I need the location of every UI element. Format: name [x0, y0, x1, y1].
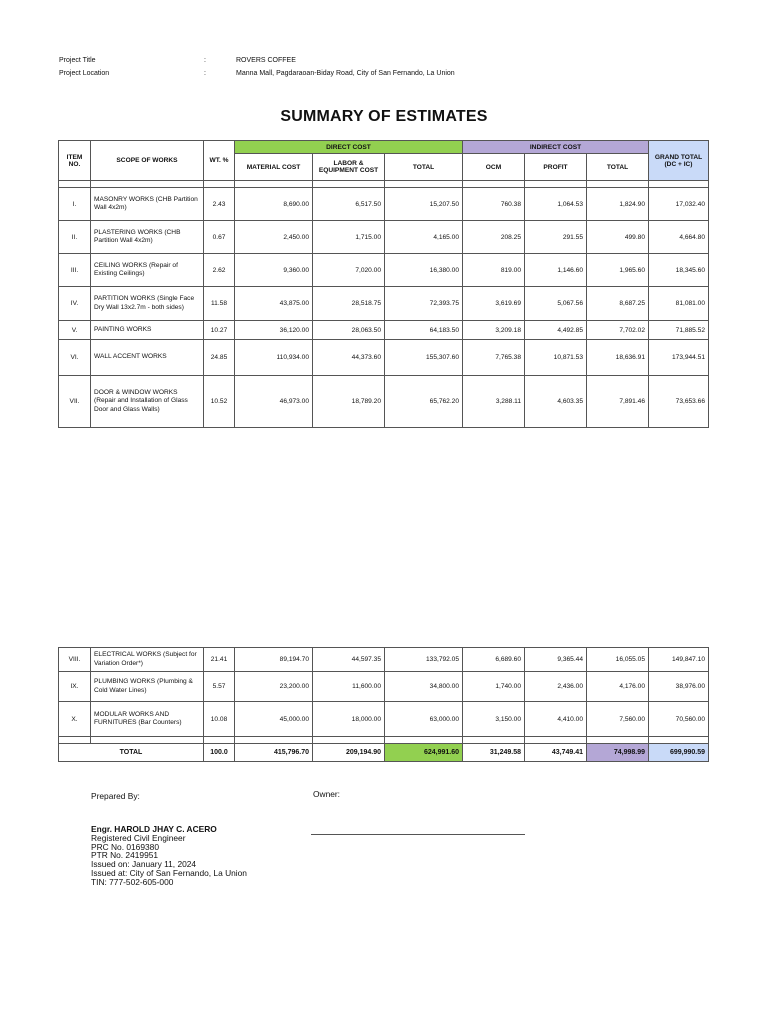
table-row [59, 287, 709, 321]
header-item-no: ITEM NO. [59, 141, 91, 181]
labor-cost: 11,600.00 [313, 672, 385, 702]
engineer-name: Engr. HAROLD JHAY C. ACERO [91, 824, 217, 834]
material-cost: 43,875.00 [235, 287, 313, 321]
ocm: 3,288.11 [463, 376, 525, 428]
header-grand-total: GRAND TOTAL (DC + IC) [649, 141, 709, 181]
total-profit: 43,749.41 [525, 744, 587, 762]
table-row [59, 254, 709, 287]
engineer-ptr: PTR No. 2419951 [91, 850, 159, 861]
table-row [59, 672, 709, 702]
profit: 5,067.56 [525, 287, 587, 321]
weight-percent: 0.67 [204, 221, 235, 254]
grand-total: 18,345.60 [649, 254, 709, 287]
ocm: 6,689.60 [463, 648, 525, 672]
profit: 4,603.35 [525, 376, 587, 428]
item-no: III. [59, 254, 91, 287]
grand-total: 81,081.00 [649, 287, 709, 321]
labor-cost: 28,063.50 [313, 321, 385, 340]
material-cost: 46,973.00 [235, 376, 313, 428]
total-label: TOTAL [59, 744, 204, 762]
engineer-block [91, 825, 247, 887]
item-no: I. [59, 188, 91, 221]
project-location-separator: : [204, 70, 206, 77]
material-cost: 45,000.00 [235, 702, 313, 737]
scope-of-work: MODULAR WORKS AND FURNITURES (Bar Counters) [91, 702, 204, 737]
indirect-total: 7,891.46 [587, 376, 649, 428]
labor-cost: 18,000.00 [313, 702, 385, 737]
table-row [59, 702, 709, 737]
total-grand-total: 699,990.59 [649, 744, 709, 762]
material-cost: 36,120.00 [235, 321, 313, 340]
weight-percent: 11.58 [204, 287, 235, 321]
ocm: 819.00 [463, 254, 525, 287]
weight-percent: 10.52 [204, 376, 235, 428]
grand-total: 149,847.10 [649, 648, 709, 672]
spacer-row [59, 737, 709, 744]
table-row [59, 221, 709, 254]
engineer-tin: TIN: 777-502-605-000 [91, 876, 174, 887]
table-row [59, 188, 709, 221]
scope-of-work: PLUMBING WORKS (Plumbing & Cold Water Lines) [91, 672, 204, 702]
header-scope: SCOPE OF WORKS [91, 141, 204, 181]
engineer-title: Registered Civil Engineer [91, 832, 186, 843]
total-indirect-cost: 74,998.99 [587, 744, 649, 762]
direct-total: 63,000.00 [385, 702, 463, 737]
direct-total: 155,307.60 [385, 340, 463, 376]
estimates-table-continued [58, 647, 709, 762]
weight-percent: 10.27 [204, 321, 235, 340]
table-row [59, 648, 709, 672]
header-ic-total: TOTAL [587, 154, 649, 181]
project-location-label: Project Location [59, 70, 110, 77]
profit: 1,146.60 [525, 254, 587, 287]
item-no: VII. [59, 376, 91, 428]
total-weight: 100.0 [204, 744, 235, 762]
header-indirect-cost: INDIRECT COST [463, 141, 649, 154]
ocm: 208.25 [463, 221, 525, 254]
weight-percent: 24.85 [204, 340, 235, 376]
profit: 291.55 [525, 221, 587, 254]
item-no: IX. [59, 672, 91, 702]
header-profit: PROFIT [525, 154, 587, 181]
indirect-total: 7,560.00 [587, 702, 649, 737]
material-cost: 9,360.00 [235, 254, 313, 287]
scope-of-work: PAINTING WORKS [91, 321, 204, 340]
item-no: IV. [59, 287, 91, 321]
estimates-table [58, 140, 709, 428]
profit: 10,871.53 [525, 340, 587, 376]
project-location-value: Manna Mall, Pagdaraoan-Biday Road, City of San Fernando, La Union [236, 70, 455, 77]
scope-of-work: ELECTRICAL WORKS (Subject for Variation Order*) [91, 648, 204, 672]
profit: 2,436.00 [525, 672, 587, 702]
scope-of-work: PARTITION WORKS (Single Face Dry Wall 13x2.7m - both sides) [91, 287, 204, 321]
item-no: VIII. [59, 648, 91, 672]
item-no: V. [59, 321, 91, 340]
indirect-total: 4,176.00 [587, 672, 649, 702]
ocm: 760.38 [463, 188, 525, 221]
profit: 9,365.44 [525, 648, 587, 672]
material-cost: 23,200.00 [235, 672, 313, 702]
ocm: 3,209.18 [463, 321, 525, 340]
grand-total: 17,032.40 [649, 188, 709, 221]
weight-percent: 5.57 [204, 672, 235, 702]
weight-percent: 2.62 [204, 254, 235, 287]
ocm: 3,150.00 [463, 702, 525, 737]
direct-total: 133,792.05 [385, 648, 463, 672]
total-material-cost: 415,796.70 [235, 744, 313, 762]
material-cost: 8,690.00 [235, 188, 313, 221]
labor-cost: 18,789.20 [313, 376, 385, 428]
scope-of-work: CEILING WORKS (Repair of Existing Ceilings) [91, 254, 204, 287]
direct-total: 4,165.00 [385, 221, 463, 254]
header-direct-cost: DIRECT COST [235, 141, 463, 154]
labor-cost: 6,517.50 [313, 188, 385, 221]
direct-total: 16,380.00 [385, 254, 463, 287]
indirect-total: 8,687.25 [587, 287, 649, 321]
material-cost: 110,934.00 [235, 340, 313, 376]
ocm: 7,765.38 [463, 340, 525, 376]
indirect-total: 7,702.02 [587, 321, 649, 340]
ocm: 1,740.00 [463, 672, 525, 702]
weight-percent: 2.43 [204, 188, 235, 221]
owner-label: Owner: [313, 789, 340, 799]
header-wt: WT. % [204, 141, 235, 181]
direct-total: 64,183.50 [385, 321, 463, 340]
prepared-by-label: Prepared By: [91, 791, 140, 801]
direct-total: 34,800.00 [385, 672, 463, 702]
owner-signature-line [311, 834, 525, 835]
direct-total: 65,762.20 [385, 376, 463, 428]
table-row [59, 340, 709, 376]
scope-of-work: MASONRY WORKS (CHB Partition Wall 4x2m) [91, 188, 204, 221]
profit: 1,064.53 [525, 188, 587, 221]
spacer-row [59, 181, 709, 188]
indirect-total: 16,055.05 [587, 648, 649, 672]
header-dc-total: TOTAL [385, 154, 463, 181]
item-no: VI. [59, 340, 91, 376]
indirect-total: 18,636.91 [587, 340, 649, 376]
indirect-total: 1,965.60 [587, 254, 649, 287]
grand-total: 38,976.00 [649, 672, 709, 702]
total-labor-cost: 209,194.90 [313, 744, 385, 762]
item-no: II. [59, 221, 91, 254]
labor-cost: 44,597.35 [313, 648, 385, 672]
grand-total: 70,560.00 [649, 702, 709, 737]
header-ocm: OCM [463, 154, 525, 181]
indirect-total: 1,824.90 [587, 188, 649, 221]
engineer-issued-on: Issued on: January 11, 2024 [91, 859, 197, 870]
project-title-value: ROVERS COFFEE [236, 57, 296, 64]
table-row [59, 376, 709, 428]
direct-total: 72,393.75 [385, 287, 463, 321]
labor-cost: 1,715.00 [313, 221, 385, 254]
ocm: 3,619.69 [463, 287, 525, 321]
header-material: MATERIAL COST [235, 154, 313, 181]
total-direct-cost: 624,991.60 [385, 744, 463, 762]
total-row [59, 744, 709, 762]
header-row-1 [59, 141, 709, 154]
weight-percent: 21.41 [204, 648, 235, 672]
indirect-total: 499.80 [587, 221, 649, 254]
material-cost: 2,450.00 [235, 221, 313, 254]
project-title-label: Project Title [59, 57, 96, 64]
labor-cost: 28,518.75 [313, 287, 385, 321]
header-labor: LABOR & EQUIPMENT COST [313, 154, 385, 181]
grand-total: 173,944.51 [649, 340, 709, 376]
project-title-separator: : [204, 57, 206, 64]
scope-of-work: DOOR & WINDOW WORKS (Repair and Installation of Glass Door and Glass Walls) [91, 376, 204, 428]
table-row [59, 321, 709, 340]
profit: 4,492.85 [525, 321, 587, 340]
grand-total: 73,653.66 [649, 376, 709, 428]
scope-of-work: PLASTERING WORKS (CHB Partition Wall 4x2m) [91, 221, 204, 254]
grand-total: 71,885.52 [649, 321, 709, 340]
grand-total: 4,664.80 [649, 221, 709, 254]
total-ocm: 31,249.58 [463, 744, 525, 762]
direct-total: 15,207.50 [385, 188, 463, 221]
engineer-issued-at: Issued at: City of San Fernando, La Union [91, 867, 247, 878]
profit: 4,410.00 [525, 702, 587, 737]
item-no: X. [59, 702, 91, 737]
weight-percent: 10.08 [204, 702, 235, 737]
labor-cost: 7,020.00 [313, 254, 385, 287]
labor-cost: 44,373.60 [313, 340, 385, 376]
scope-of-work: WALL ACCENT WORKS [91, 340, 204, 376]
material-cost: 89,194.70 [235, 648, 313, 672]
page-title: SUMMARY OF ESTIMATES [280, 108, 488, 125]
engineer-prc: PRC No. 0169380 [91, 841, 159, 852]
